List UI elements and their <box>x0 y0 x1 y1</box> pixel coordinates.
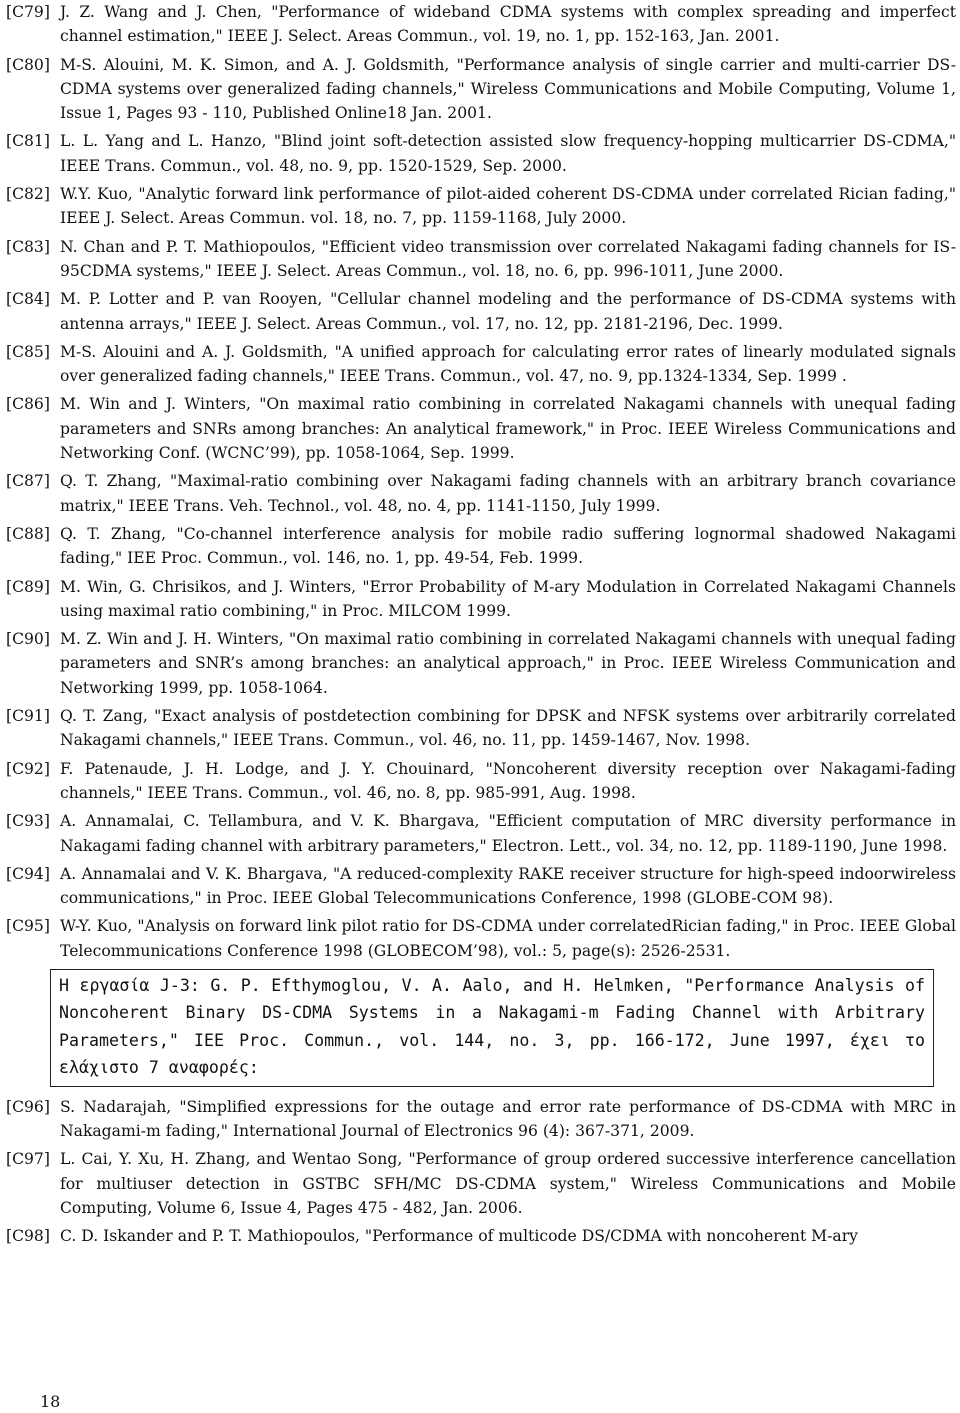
reference-entry <box>6 809 956 858</box>
reference-text: M. Win and J. Winters, "On maximal ratio combining in correlated Nakagami channels with unequal fading parameters and SNRs among branches: An analytical framework," in Proc. IEEE Wireless Communications and Networking Conf. (WCNC’99), pp. 1058-1064, Sep. 1999. <box>60 395 956 463</box>
reference-entry <box>6 340 956 389</box>
reference-entry <box>6 129 956 178</box>
reference-text: S. Nadarajah, "Simplified expressions for the outage and error rate performance of DS-CDMA with MRC in Nakagami-m fading," International Journal of Electronics 96 (4): 367-371, 2009. <box>60 1097 956 1140</box>
reference-label: [C98] <box>6 1227 50 1246</box>
reference-entry <box>6 53 956 126</box>
reference-list <box>6 0 956 1252</box>
citation-note-box: Η εργασία J-3: G. P. Efthymoglou, V. A. Aalo, and H. Helmken, "Performance Analysis of Noncoherent Binary DS-CDMA Systems in a Nakagami-m Fading Channel with Arbitrary Parameters," IEE Proc. Commun., vol. 144, no. 3, pp. 166-172, June 1997, έχει το ελάχιστο 7 αναφορές: <box>50 969 934 1087</box>
reference-entry <box>6 862 956 911</box>
reference-entry <box>6 575 956 624</box>
page-number: 18 <box>40 1392 61 1411</box>
reference-text: J. Z. Wang and J. Chen, "Performance of wideband CDMA systems with complex spreading and imperfect channel estimation," IEEE J. Select. Areas Commun., vol. 19, no. 1, pp. 152-163, Jan. 2001. <box>60 3 956 46</box>
reference-label: [C97] <box>6 1150 50 1169</box>
reference-group-after-note <box>6 1095 956 1249</box>
reference-label: [C95] <box>6 917 50 936</box>
reference-entry <box>6 235 956 284</box>
reference-text: M-S. Alouini, M. K. Simon, and A. J. Goldsmith, "Performance analysis of single carrier and multi-carrier DS-CDMA systems over generalized fading channels," Wireless Communications and Mobile Computing, Volume 1, Issue 1, Pages 93 - 110, Published Online18 Jan. 2001. <box>60 55 956 123</box>
reference-entry <box>6 469 956 518</box>
reference-entry <box>6 522 956 571</box>
reference-entry <box>6 1095 956 1144</box>
reference-label: [C83] <box>6 237 50 256</box>
reference-label: [C88] <box>6 524 50 543</box>
reference-text: A. Annamalai, C. Tellambura, and V. K. Bhargava, "Efficient computation of MRC diversity performance in Nakagami fading channel with arbitrary parameters," Electron. Lett., vol. 34, no. 12, pp. 1189-1190, June 1998. <box>60 812 956 855</box>
reference-label: [C90] <box>6 630 50 649</box>
reference-text: M. Win, G. Chrisikos, and J. Winters, "Error Probability of M-ary Modulation in Correlated Nakagami Channels using maximal ratio combining," in Proc. MILCOM 1999. <box>60 577 956 620</box>
reference-text: Q. T. Zang, "Exact analysis of postdetection combining for DPSK and NFSK systems over arbitrarily correlated Nakagami channels," IEEE Trans. Commun., vol. 46, no. 11, pp. 1459-1467, Nov. 1998. <box>60 707 956 750</box>
reference-label: [C94] <box>6 864 50 883</box>
reference-label: [C92] <box>6 759 50 778</box>
reference-text: Q. T. Zhang, "Maximal-ratio combining over Nakagami fading channels with an arbitrary branch covariance matrix," IEEE Trans. Veh. Technol., vol. 48, no. 4, pp. 1141-1150, July 1999. <box>60 472 956 515</box>
reference-label: [C82] <box>6 185 50 204</box>
reference-text: M. P. Lotter and P. van Rooyen, "Cellular channel modeling and the performance of DS-CDMA systems with antenna arrays," IEEE J. Select. Areas Commun., vol. 17, no. 12, pp. 2181-2196, Dec. 1999. <box>60 290 956 333</box>
reference-text: N. Chan and P. T. Mathiopoulos, "Efficient video transmission over correlated Nakagami fading channels for IS-95CDMA systems," IEEE J. Select. Areas Commun., vol. 18, no. 6, pp. 996-1011, June 2000. <box>60 237 956 280</box>
reference-entry <box>6 392 956 465</box>
reference-label: [C87] <box>6 472 50 491</box>
reference-text: W.Y. Kuo, "Analytic forward link performance of pilot-aided coherent DS-CDMA under correlated Rician fading," IEEE J. Select. Areas Commun. vol. 18, no. 7, pp. 1159-1168, July 2000. <box>60 185 956 228</box>
reference-label: [C91] <box>6 707 50 726</box>
reference-text: M-S. Alouini and A. J. Goldsmith, "A unified approach for calculating error rates of linearly modulated signals over generalized fading channels," IEEE Trans. Commun., vol. 47, no. 9, pp.1324-1334, Sep. 1999 . <box>60 342 956 386</box>
reference-entry <box>6 757 956 806</box>
reference-text: M. Z. Win and J. H. Winters, "On maximal ratio combining in correlated Nakagami channels with unequal fading parameters and SNR’s among branches: an analytical approach," in Proc. IEEE Wireless Communication and Networking 1999, pp. 1058-1064. <box>60 630 956 697</box>
reference-label: [C93] <box>6 812 50 831</box>
reference-label: [C84] <box>6 290 50 309</box>
reference-label: [C81] <box>6 132 50 151</box>
reference-group-before-note <box>6 0 956 963</box>
reference-entry <box>6 1147 956 1220</box>
reference-label: [C96] <box>6 1097 50 1116</box>
reference-text: L. Cai, Y. Xu, H. Zhang, and Wentao Song, "Performance of group ordered successive interference cancellation for multiuser detection in GSTBC SFH/MC DS-CDMA system," Wireless Communications and Mobile Computing, Volume 6, Issue 4, Pages 475 - 482, Jan. 2006. <box>60 1150 956 1217</box>
reference-entry <box>6 627 956 700</box>
reference-text: L. L. Yang and L. Hanzo, "Blind joint soft-detection assisted slow frequency-hopping multicarrier DS-CDMA," IEEE Trans. Commun., vol. 48, no. 9, pp. 1520-1529, Sep. 2000. <box>60 132 956 175</box>
reference-text: W-Y. Kuo, "Analysis on forward link pilot ratio for DS-CDMA under correlatedRician fading," in Proc. IEEE Global Telecommunications Conference 1998 (GLOBECOM’98), vol.: 5, page(s): 2526-2531. <box>60 917 956 960</box>
reference-entry <box>6 287 956 336</box>
reference-text: C. D. Iskander and P. T. Mathiopoulos, "Performance of multicode DS/CDMA with noncoherent M-ary <box>60 1227 858 1246</box>
reference-entry <box>6 1224 956 1248</box>
reference-entry <box>6 0 956 49</box>
reference-text: Q. T. Zhang, "Co-channel interference analysis for mobile radio suffering lognormal shadowed Nakagami fading," IEE Proc. Commun., vol. 146, no. 1, pp. 49-54, Feb. 1999. <box>60 524 956 568</box>
reference-entry <box>6 182 956 231</box>
reference-text: A. Annamalai and V. K. Bhargava, "A reduced-complexity RAKE receiver structure for high-speed indoorwireless communications," in Proc. IEEE Global Telecommunications Conference, 1998 (GLOBE-COM 98). <box>60 864 956 908</box>
reference-entry <box>6 914 956 963</box>
reference-label: [C80] <box>6 55 50 74</box>
reference-text: F. Patenaude, J. H. Lodge, and J. Y. Chouinard, "Noncoherent diversity reception over Nakagami-fading channels," IEEE Trans. Commun., vol. 46, no. 8, pp. 985-991, Aug. 1998. <box>60 759 956 802</box>
reference-label: [C89] <box>6 577 50 596</box>
reference-label: [C86] <box>6 395 50 414</box>
reference-label: [C85] <box>6 342 50 361</box>
reference-label: [C79] <box>6 3 50 21</box>
reference-entry <box>6 704 956 753</box>
